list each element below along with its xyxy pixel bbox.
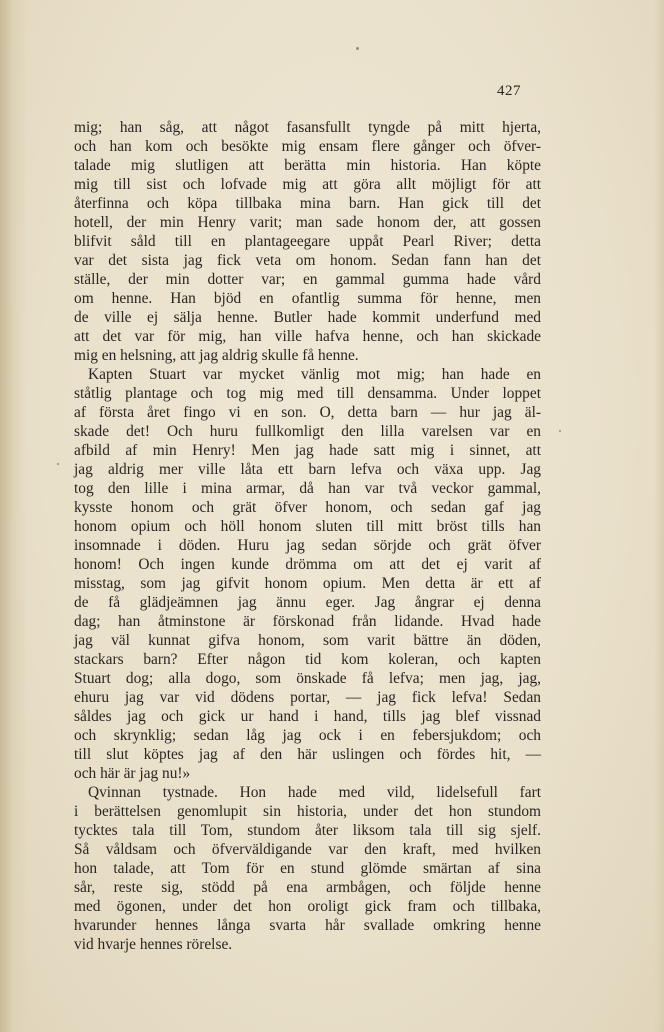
text-line: och skrynklig; sedan låg jag ock i en febersjukdom; och xyxy=(74,727,541,744)
text-line: att det var för mig, han ville hafva henne, och han skickade xyxy=(74,328,541,345)
text-line: sår, reste sig, stödd på ena armbågen, och följde henne xyxy=(74,879,541,896)
text-line: Stuart dog; alla dogo, som önskade få lefva; men jag, jag, xyxy=(74,670,541,687)
text-line: hotell, der min Henry varit; man sade honom der, att gossen xyxy=(74,214,541,231)
page-number: 427 xyxy=(497,83,521,99)
text-line: tog den lille i mina armar, då han var två veckor gammal, xyxy=(74,480,541,497)
paper-speck xyxy=(356,47,359,50)
text-line: vid hvarje hennes rörelse. xyxy=(74,936,233,953)
text-line: misstag, som jag gifvit honom opium. Men detta är ett af xyxy=(74,575,541,592)
text-line: stackars barn? Efter någon tid kom koleran, och kapten xyxy=(74,651,541,668)
text-line: Qvinnan tystnade. Hon hade med vild, lidelsefull fart xyxy=(88,784,541,801)
text-line: kysste honom och grät öfver honom, och sedan gaf jag xyxy=(74,499,541,516)
text-line: var det sista jag fick veta om honom. Sedan fann han det xyxy=(74,252,541,269)
text-line: jag aldrig mer ville låta ett barn lefva och växa upp. Jag xyxy=(74,461,541,478)
text-line: honom! Och ingen kunde drömma om att det ej varit af xyxy=(74,556,541,573)
text-line: de ville ej sälja henne. Butler hade kommit underfund med xyxy=(74,309,541,326)
text-line: hon talade, att Tom för en stund glömde smärtan af sina xyxy=(74,860,541,877)
text-line: ställe, der min dotter var; en gammal gumma hade vård xyxy=(74,271,541,288)
text-line: hvarunder hennes långa svarta hår svallade omkring henne xyxy=(74,917,541,934)
text-line: tycktes tala till Tom, stundom åter liksom tala till sig sjelf. xyxy=(74,822,541,839)
text-line: honom opium och höll honom sluten till mitt bröst tills han xyxy=(74,518,541,535)
text-line: mig en helsning, att jag aldrig skulle få henne. xyxy=(74,347,359,364)
text-line: om henne. Han bjöd en ofantlig summa för henne, men xyxy=(74,290,541,307)
text-line: såldes jag och gick ur hand i hand, tills jag blef vissnad xyxy=(74,708,541,725)
text-line: Kapten Stuart var mycket vänlig mot mig; han hade en xyxy=(88,366,541,383)
text-line: mig; han såg, att något fasansfullt tyngde på mitt hjerta, xyxy=(74,119,541,136)
text-line: afbild af min Henry! Men jag hade satt mig i sinnet, att xyxy=(74,442,541,459)
text-line: till slut köptes jag af den här uslingen och fördes hit, — xyxy=(74,746,541,763)
text-line: af första året fingo vi en son. O, detta barn — hur jag äl- xyxy=(74,404,541,421)
text-line: mig till sist och lofvade mig att göra allt möjligt för att xyxy=(74,176,541,193)
text-line: jag väl kunnat gifva honom, som varit bättre än döden, xyxy=(74,632,541,649)
text-line: och här är jag nu!» xyxy=(74,765,191,782)
text-line: de få glädjeämnen jag ännu eger. Jag ångrar ej denna xyxy=(74,594,541,611)
text-line: och han kom och besökte mig ensam flere gånger och öfver- xyxy=(74,138,541,155)
text-line: med ögonen, under det hon oroligt gick fram och tillbaka, xyxy=(74,898,541,915)
text-line: ehuru jag var vid dödens portar, — jag fick lefva! Sedan xyxy=(74,689,541,706)
text-line: blifvit såld till en plantageegare uppåt Pearl River; detta xyxy=(74,233,541,250)
page-edge xyxy=(654,0,664,1032)
paper-speck xyxy=(559,430,561,432)
paper-speck xyxy=(57,463,59,465)
text-line: skade det! Och huru fullkomligt den lilla varelsen var en xyxy=(74,423,541,440)
text-line: insomnade i döden. Huru jag sedan sörjde och grät öfver xyxy=(74,537,541,554)
text-line: dag; han åtminstone är förskonad från lidande. Hvad hade xyxy=(74,613,541,630)
text-line: återfinna och köpa tillbaka mina barn. Han gick till det xyxy=(74,195,541,212)
text-line: Så våldsam och öfverväldigande var den kraft, med hvilken xyxy=(74,841,541,858)
binding-shadow xyxy=(0,0,28,1032)
body-text xyxy=(74,118,541,954)
text-line: ståtlig plantage och tog mig med till densamma. Under loppet xyxy=(74,385,541,402)
text-line: i berättelsen genomlupit sin historia, under det hon stundom xyxy=(74,803,541,820)
text-line: talade mig slutligen att berätta min historia. Han köpte xyxy=(74,157,541,174)
